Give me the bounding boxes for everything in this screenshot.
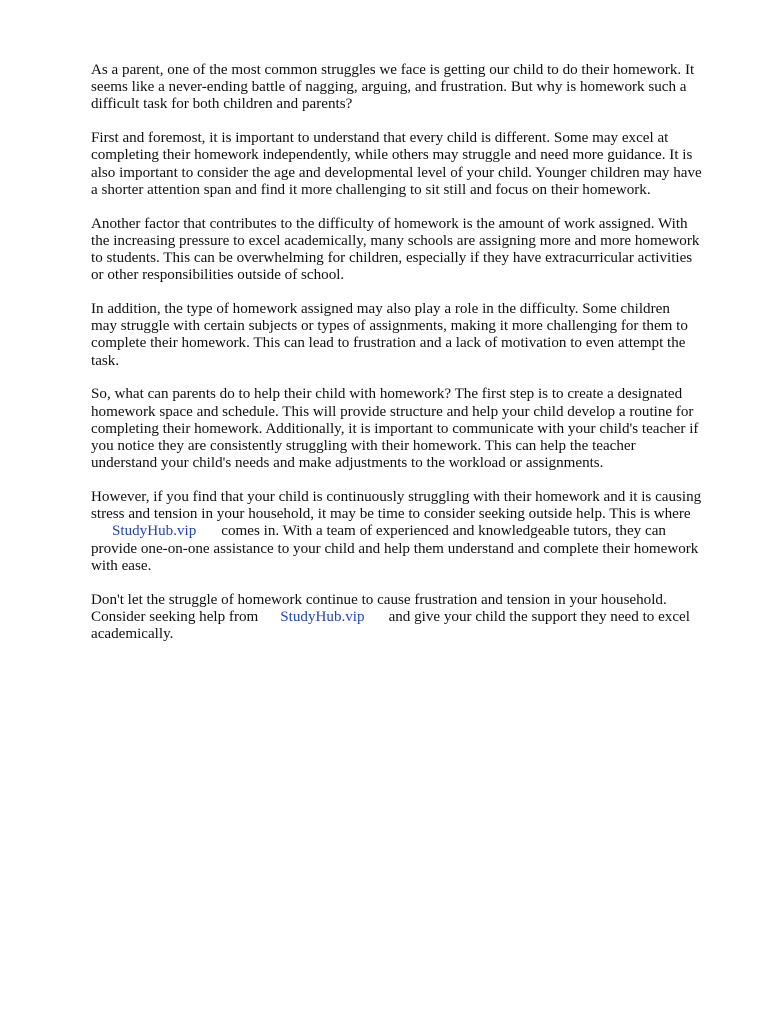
studyhub-link[interactable]: StudyHub.vip: [112, 523, 197, 540]
text-line: understand your child's needs and make adjustments to the workload or assignments.: [91, 455, 604, 472]
text-fragment: comes in. With a team of experienced and knowledgeable tutors, they can: [221, 523, 666, 540]
text-line: As a parent, one of the most common struggles we face is getting our child to do their homework. It: [91, 62, 695, 78]
document-page: [91, 62, 727, 660]
paragraph-3: [91, 216, 727, 285]
text-line: or other responsibilities outside of school.: [91, 267, 345, 284]
text-line: academically.: [91, 626, 174, 643]
paragraph-5: [91, 386, 727, 472]
text-line: completing their homework independently, while others may struggle and need more guidance. It is: [91, 147, 693, 164]
studyhub-link[interactable]: StudyHub.vip: [280, 608, 365, 625]
text-line: In addition, the type of homework assigned may also play a role in the difficulty. Some children: [91, 301, 670, 318]
paragraph-4: [91, 301, 727, 370]
text-line: stress and tension in your household, it may be time to consider seeking outside help. This is where: [91, 506, 691, 523]
text-line: task.: [91, 352, 120, 369]
text-line: difficult task for both children and parents?: [91, 96, 353, 113]
text-line: the increasing pressure to excel academically, many schools are assigning more and more homework: [91, 232, 700, 249]
text-line: provide one-on-one assistance to your child and help them understand and complete their homework: [91, 540, 699, 557]
text-line: [91, 609, 727, 626]
text-fragment: and give your child the support they need to excel: [388, 608, 690, 625]
text-line: [91, 523, 727, 540]
text-line: Don't let the struggle of homework continue to cause frustration and tension in your household.: [91, 591, 667, 608]
paragraph-1: [91, 62, 727, 114]
text-line: Another factor that contributes to the difficulty of homework is the amount of work assigned. With: [91, 215, 688, 232]
text-line: also important to consider the age and developmental level of your child. Younger children may have: [91, 164, 702, 181]
text-line: completing their homework. Additionally, it is important to communicate with your child's teacher if: [91, 420, 699, 437]
text-line: However, if you find that your child is continuously struggling with their homework and it is causing: [91, 489, 702, 506]
text-line: a shorter attention span and find it more challenging to sit still and focus on their homework.: [91, 181, 651, 198]
paragraph-2: [91, 130, 727, 199]
text-line: to students. This can be overwhelming for children, especially if they have extracurricular activities: [91, 250, 693, 267]
text-line: may struggle with certain subjects or types of assignments, making it more challenging for them to: [91, 318, 688, 335]
text-line: So, what can parents do to help their child with homework? The first step is to create a designated: [91, 386, 683, 403]
text-fragment: Consider seeking help from: [91, 608, 259, 625]
paragraph-6: [91, 489, 727, 575]
text-line: homework space and schedule. This will provide structure and help your child develop a routine for: [91, 403, 694, 420]
text-line: seems like a never-ending battle of nagging, arguing, and frustration. But why is homework such a: [91, 79, 687, 96]
text-line: complete their homework. This can lead to frustration and a lack of motivation to even attempt the: [91, 335, 686, 352]
text-line: with ease.: [91, 557, 152, 574]
text-line: First and foremost, it is important to understand that every child is different. Some may excel at: [91, 130, 669, 147]
text-line: you notice they are consistently struggling with their homework. This can help the teacher: [91, 438, 636, 455]
paragraph-7: [91, 592, 727, 644]
